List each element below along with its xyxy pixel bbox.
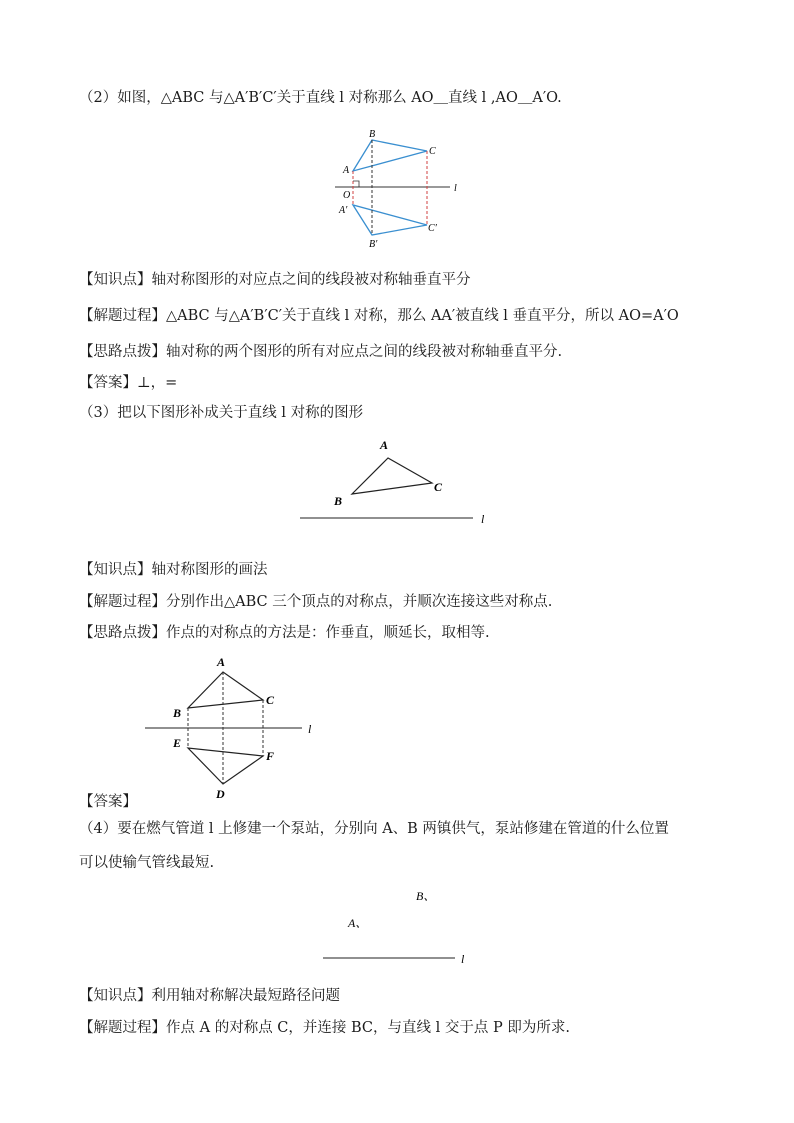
label-f: F — [266, 749, 275, 763]
q2-knowledge: 【知识点】轴对称图形的对应点之间的线段被对称轴垂直平分 — [79, 272, 471, 288]
label-b: B — [173, 706, 182, 720]
q3-hint: 【思路点拨】作点的对称点的方法是：作垂直，顺延长，取相等. — [79, 625, 490, 641]
q3-process: 【解题过程】分别作出△ABC 三个顶点的对称点，并顺次连接这些对称点. — [79, 594, 553, 610]
q3-answer-figure — [140, 650, 330, 805]
q4-process: 【解题过程】作点 A 的对称点 C，并连接 BC，与直线 l 交于点 P 即为所求. — [79, 1020, 570, 1036]
q3-figure — [295, 430, 505, 530]
label-c: C — [429, 146, 436, 157]
q4-knowledge: 【知识点】利用轴对称解决最短路径问题 — [79, 988, 340, 1004]
label-c-prime: C′ — [428, 223, 437, 234]
label-b-prime: B′ — [369, 239, 378, 250]
label-a: A、 — [348, 916, 368, 930]
label-o: O — [343, 190, 351, 201]
label-e: E — [173, 736, 182, 750]
q4-question-line1: （4）要在燃气管道 l 上修建一个泵站，分别向 A、B 两镇供气，泵站修建在管道的什么位置 — [79, 821, 669, 837]
axis-label-l: l — [308, 722, 312, 736]
label-d: D — [216, 787, 225, 801]
axis-label-l: l — [481, 512, 485, 526]
q3-knowledge: 【知识点】轴对称图形的画法 — [79, 562, 268, 578]
q4-figure — [315, 880, 485, 970]
triangle-edf — [188, 748, 263, 784]
axis-label-l: l — [454, 183, 457, 194]
q2-hint: 【思路点拨】轴对称的两个图形的所有对应点之间的线段被对称轴垂直平分. — [79, 344, 563, 360]
axis-label-l: l — [461, 952, 465, 966]
q3-answer: 【答案】 — [79, 794, 137, 810]
label-a: A — [380, 438, 389, 452]
label-c: C — [434, 480, 443, 494]
label-a: A — [217, 655, 226, 669]
triangle-abc — [188, 672, 263, 708]
q4-question-line2: 可以使输气管线最短. — [79, 855, 215, 871]
triangle-a2b2c2 — [353, 205, 427, 235]
label-b: B、 — [416, 889, 436, 903]
label-b: B — [334, 494, 343, 508]
triangle-abc — [352, 458, 432, 494]
label-a: A — [343, 165, 350, 176]
triangle-abc — [353, 140, 427, 171]
q2-figure — [330, 125, 470, 255]
q2-answer: 【答案】⊥，= — [79, 375, 178, 391]
q3-question: （3）把以下图形补成关于直线 l 对称的图形 — [79, 405, 364, 421]
label-c: C — [266, 693, 275, 707]
q2-process: 【解题过程】△ABC 与△A′B′C′关于直线 l 对称，那么 AA′被直线 l 垂直平分，所以 AO=A′O — [79, 308, 679, 324]
label-b: B — [369, 129, 376, 140]
right-angle-mark — [353, 181, 359, 187]
q2-question: （2）如图，△ABC 与△A′B′C′关于直线 l 对称那么 AO＿直线 l ,AO＿A′O. — [79, 90, 562, 106]
label-a-prime: A′ — [339, 205, 348, 216]
